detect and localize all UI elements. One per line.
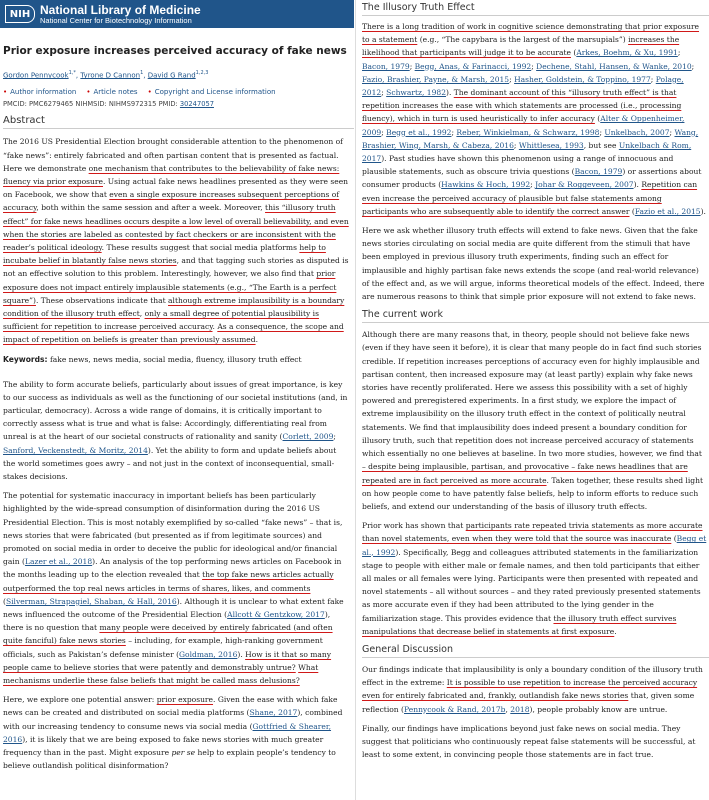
discussion-paragraph-1: Our findings indicate that implausibility is only a boundary condition of the illusory truth effect in the extreme: It is possible to use repetition to increase the perceived accuracy even for entirely fabricated and, frankly, outlandish fake news stories that, given some reflection (Pennycook & Rand, 2017b, 2018), people probably know are untrue. <box>362 664 703 714</box>
bullet-icon: • <box>147 88 152 97</box>
copyright-link[interactable]: • Copyright and License information <box>147 88 276 97</box>
citation-link[interactable]: 2018 <box>510 704 530 714</box>
keywords <box>3 353 350 366</box>
bullet-icon: • <box>3 88 8 97</box>
citation-link[interactable]: Corlett, 2009 <box>282 432 334 442</box>
citation-link[interactable]: Fazio, Brashier, Payne, & Marsh, 2015 <box>362 74 510 84</box>
article-identifiers <box>3 100 354 108</box>
citation-link[interactable]: Reber, Winkielman, & Schwarz, 1998 <box>456 127 600 137</box>
citation-link[interactable]: Polage, 2012 <box>362 74 684 98</box>
citation-link[interactable]: Hawkins & Hoch, 1992 <box>441 180 531 190</box>
article-meta-links <box>3 88 354 96</box>
nlm-branding <box>40 4 201 25</box>
citation-link[interactable]: Sanford, Veckenstedt, & Moritz, 2014 <box>3 445 148 455</box>
body-paragraph-2: The potential for systematic inaccuracy in important beliefs has been particularly highlighted by the wide-spread consumption of disinformation during the 2016 US Presidential Election. This is most notably exemplified by so-called “fake news” – that is, news stories that were fabricated (but presented as if from legitimate sources) and promoted on social media in order to deceive the public for ideological and/or financial gain (Lazer et al., 2018). An analysis of the top performing news articles on Facebook in the months leading up to the election revealed that the top fake news articles actually outperformed the top real news articles in terms of shares, likes, and comments (Silverman, Strapagiel, Shaban, & Hall, 2016). Although it is unclear to what extent fake news influenced the outcome of the Presidential Election (Allcott & Gentzkow, 2017), there is no question that many people were deceived by entirely fabricated (and often quite fanciful) fake news stories – including, for example, high-ranking government officials, such as Pakistan’s defense minister (Goldman, 2016). How is it that so many people came to believe stories that were patently and demonstrably untrue? What mechanisms underlie these false beliefs that might be called mass delusions? <box>3 491 344 686</box>
body-paragraph-3: Here, we explore one potential answer: prior exposure. Given the ease with which fake news can be created and distributed on social media platforms (Shane, 2017), combined with our increasing tendency to consume news via social media (Gottfried & Shearer, 2016), it is likely that we are being exposed to fake news stories with much greater frequency than in the past. Might exposure per se help to explain people’s tendency to believe outlandish political disinformation? <box>3 695 343 771</box>
citation-link[interactable]: Unkelbach & Rom, 2017 <box>362 140 692 164</box>
author-sup: 1 <box>140 70 144 76</box>
nlm-header[interactable] <box>0 0 354 28</box>
citation-link[interactable]: Schwartz, 1982 <box>386 88 447 98</box>
discussion-paragraph-2: Finally, our findings have implications beyond just fake news on social media. They suggest that politicians who continuously repeat false statements will be successful, at least to some extent, in convincing people those statements are in fact true. <box>362 723 696 760</box>
citation-link[interactable]: Dechene, Stahl, Hansen, & Wanke, 2010 <box>536 61 692 71</box>
pmcid: PMCID: PMC6279465 <box>3 100 74 109</box>
citation-link[interactable]: Johar & Roggeveen, 2007 <box>535 180 634 190</box>
citation-link[interactable]: Bacon, 1979 <box>574 167 623 177</box>
right-column <box>357 0 709 800</box>
author-link[interactable]: Gordon Pennycook <box>3 71 69 80</box>
abstract-heading: Abstract <box>3 115 354 129</box>
citation-link[interactable]: Allcott & Gentzkow, 2017 <box>227 610 325 620</box>
citation-link[interactable]: Unkelbach, 2007 <box>604 127 670 137</box>
citation-link[interactable]: Gottfried & Shearer, 2016 <box>3 721 332 744</box>
article-title: Prior exposure increases perceived accuracy of fake news <box>3 45 347 57</box>
left-column <box>0 0 354 800</box>
citation-link[interactable]: Shane, 2017 <box>249 708 298 718</box>
author-sup: 1,2,3 <box>195 70 209 76</box>
citation-link[interactable]: Bacon, 1979 <box>362 61 410 71</box>
citation-link[interactable]: Arkes, Boehm, & Xu, 1991 <box>576 48 678 58</box>
author-link[interactable]: Tyrone D Cannon <box>80 71 141 80</box>
citation-link[interactable]: Lazer et al., 2018 <box>24 557 93 567</box>
citation-link[interactable]: Fazio et al., 2015 <box>634 206 701 216</box>
citation-link[interactable]: Silverman, Strapagiel, Shaban, & Hall, 2016 <box>5 596 177 606</box>
citation-link[interactable]: Alter & Oppenheimer, 2009 <box>362 114 685 137</box>
bullet-icon: • <box>86 88 91 97</box>
pmid-link[interactable]: 30247057 <box>179 100 214 109</box>
author-sup: 1,* <box>68 70 76 76</box>
current-work-paragraph: Although there are many reasons that, in theory, people should not believe fake news (even if they have seen it before), it is clear that many people do in fact find such stories credible. If repetition increases perceptions of accuracy even for highly implausible and partisan content, then increased exposure may (at least partly) explain why fake news stories have recently proliferated. Here we assess this possibility with a set of highly powered and preregistered experiments. In a first study, we explore the impact of extreme implausibility on the illusory truth effect in the context of politically neutral statements. We find that implausibility does indeed present a boundary condition for illusory truth, such that repetition does not increase perceived accuracy of statements which essentially no one believes at baseline. In two more studies, however, we find that – despite being implausible, partisan, and provocative – fake news headlines that are repeated are in fact perceived as more accurate. Taken together, these results shed light on how people come to have patently false beliefs, help to inform efforts to reduce such beliefs, and extend our understanding of the basis of illusory truth effects. <box>362 330 703 511</box>
illusory-truth-heading: The Illusory Truth Effect <box>362 2 709 16</box>
pmid-label: PMID: <box>158 100 178 109</box>
current-work-heading: The current work <box>362 309 709 323</box>
column-divider <box>355 0 356 800</box>
citation-link[interactable]: Wang, Brashier, Wing, Marsh, & Cabeza, 2016 <box>362 127 699 150</box>
keywords-label: Keywords: <box>3 354 48 364</box>
citation-link[interactable]: Begg, Anas, & Farinacci, 1992 <box>414 61 532 71</box>
author-list: Gordon Pennycook$^{1,*}$, Tyrone D Cannon$^1$, David G Rand$^{1,2,3}$ <box>3 70 209 80</box>
article-notes-link[interactable]: • Article notes <box>86 88 138 97</box>
nih-logo-icon: NIH <box>5 5 35 23</box>
citation-link[interactable]: Begg et al., 1992 <box>362 534 707 557</box>
keywords-list: fake news, news media, social media, fluency, illusory truth effect <box>49 354 302 364</box>
org-subtitle: National Center for Biotechnology Information <box>40 15 192 25</box>
citation-link[interactable]: Pennycook & Rand, 2017b <box>404 704 506 714</box>
general-discussion-heading: General Discussion <box>362 644 709 658</box>
author-link[interactable]: David G Rand <box>147 71 196 80</box>
body-paragraph-1: The ability to form accurate beliefs, particularly about issues of great importance, is key to our success as individuals as well as the functioning of our societal institutions (and, in particular, democracy). Across a wide range of domains, it is critically important to correctly assess what is true and what is false: Accordingly, differentiating real from unreal is at the heart of our societal constructs of rationality and sanity (Corlett, 2009; Sanford, Veckenstedt, & Moritz, 2014). Yet the ability to form and update beliefs about the world sometimes goes awry – and not just in the context of inconsequential, small-stakes decisions. <box>3 379 348 481</box>
abstract-paragraph: The 2016 US Presidential Election brought considerable attention to the phenomenon of “fake news”: entirely fabricated and often partisan content that is presented as factual. Here we demonstrate one mechanism that contributes to the believability of fake news: fluency via prior exposure. Using actual fake news headlines presented as they were seen on Facebook, we show that even a single exposure increases subsequent perceptions of accuracy, both within the same session and after a week. Moreover, this “illusory truth effect” for fake news headlines occurs despite a low level of overall believability, and even when the stories are labeled as contested by fact checkers or are inconsistent with the reader’s political ideology. These results suggest that social media platforms help to incubate belief in blatantly false news stories, and that tagging such stories as disputed is not an effective solution to this problem. Interestingly, however, we also find that prior exposure does not impact entirely implausible statements (e.g., “The Earth is a perfect square”). These observations indicate that although extreme implausibility is a boundary condition of the illusory truth effect, only a small degree of potential plausibility is sufficient for repetition to increase perceived accuracy. As a consequence, the scope and impact of repetition on beliefs is greater than previously assumed. <box>3 137 349 345</box>
citation-link[interactable]: Hasher, Goldstein, & Toppino, 1977 <box>514 74 651 84</box>
org-name: National Library of Medicine <box>40 2 201 17</box>
citation-link[interactable]: Begg et al., 1992 <box>386 127 452 137</box>
citation-link[interactable]: Goldman, 2016 <box>179 649 238 659</box>
prior-work-paragraph: Prior work has shown that participants rate repeated trivia statements as more accurate than novel statements, even when they were told that the source was inaccurate (Begg et al., 1992). Specifically, Begg and colleagues attributed statements in the familiarization stage to people with either male or female names, and then told participants that either all males or all females were lying. Participants were then presented with repeated and novel statements – all without sources – and they rated previously presented statements as more accurate even if they had been attributed to the lying gender in the familiarization stage. This provides evidence that the illusory truth effect survives manipulations that decrease belief in statements at first exposure. <box>362 521 707 636</box>
illusory-truth-paragraph: There is a long tradition of work in cognitive science demonstrating that prior exposure to a statement (e.g., “The capybara is the largest of the marsupials”) increases the likelihood that participants will judge it to be accurate (Arkes, Boehm, & Xu, 1991; Bacon, 1979; Begg, Anas, & Farinacci, 1992; Dechene, Stahl, Hansen, & Wanke, 2010; Fazio, Brashier, Payne, & Marsh, 2015; Hasher, Goldstein, & Toppino, 1977; Polage, 2012; Schwartz, 1982). The dominant account of this “illusory truth effect” is that repetition increases the ease with which statements are processed (i.e., processing fluency), which in turn is used heuristically to infer accuracy (Alter & Oppenheimer, 2009; Begg et al., 1992; Reber, Winkielman, & Schwarz, 1998; Unkelbach, 2007; Wang, Brashier, Wing, Marsh, & Cabeza, 2016; Whittlesea, 1993, but see Unkelbach & Rom, 2017). Past studies have shown this phenomenon using a range of innocuous and plausible statements, such as obscure trivia questions (Bacon, 1979) or assertions about consumer products (Hawkins & Hoch, 1992; Johar & Roggeveen, 2007). Repetition can even increase the perceived accuracy of plausible but false statements among participants who are subsequently able to identify the correct answer (Fazio et al., 2015). <box>362 22 706 216</box>
nihmsid: NIHMSID: NIHMS972315 <box>75 100 157 109</box>
fake-news-question-paragraph: Here we ask whether illusory truth effects will extend to fake news. Given that the fake news stories circulating on social media are quite different from the stimuli that have been employed in previous illusory truth experiments, finding such an effect for implausible and highly partisan fake news extends the scope (and real-world relevance) of the effect and, as we will argue, informs theoretical models of the effect. Indeed, there are numerous reasons to think that simple prior exposure will not extend to fake news. <box>362 226 705 302</box>
author-information-link[interactable]: • Author information <box>3 88 77 97</box>
citation-link[interactable]: Whittlesea, 1993 <box>518 140 584 150</box>
